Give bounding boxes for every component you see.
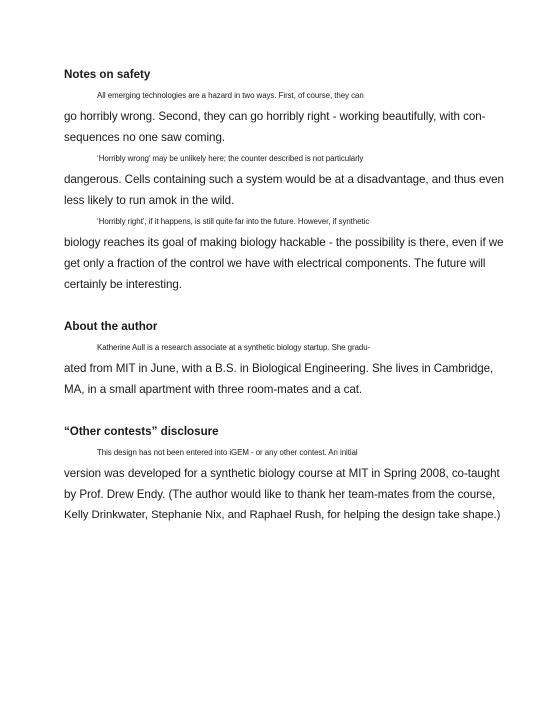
- text-line: sequences no one saw coming.: [64, 131, 226, 144]
- text-line: ‘Horribly wrong’ may be unlikely here; the counter described is not particularly: [97, 154, 364, 163]
- document-page: [64, 64, 504, 526]
- text-line: by Prof. Drew Endy. (The author would like to thank her team-mates from the course,: [64, 488, 496, 501]
- section-spacer: [64, 400, 504, 421]
- paragraph: [64, 211, 504, 295]
- text-line: All emerging technologies are a hazard in two ways. First, of course, they can: [97, 91, 364, 100]
- paragraph: [64, 337, 504, 400]
- section-heading: Notes on safety: [64, 68, 151, 81]
- section-heading: About the author: [64, 320, 158, 333]
- text-line: biology reaches its goal of making biology hackable - the possibility is there, even if we: [64, 236, 504, 249]
- text-line: ated from MIT in June, with a B.S. in Biological Engineering. She lives in Cambridge,: [64, 362, 494, 375]
- text-line: dangerous. Cells containing such a system would be at a disadvantage, and thus even: [64, 173, 504, 186]
- text-line: go horribly wrong. Second, they can go horribly right - working beautifully, with con-: [64, 110, 486, 123]
- section-spacer: [64, 295, 504, 316]
- paragraph: [64, 148, 504, 211]
- text-line: get only a fraction of the control we have with electrical components. The future will: [64, 257, 486, 270]
- text-line: Katherine Aull is a research associate at a synthetic biology startup. She gradu-: [97, 343, 371, 352]
- text-line: version was developed for a synthetic biology course at MIT in Spring 2008, co-taught: [64, 467, 500, 480]
- text-line: less likely to run amok in the wild.: [64, 194, 235, 207]
- section-heading: “Other contests” disclosure: [64, 425, 219, 438]
- paragraph: [64, 85, 504, 148]
- text-line: ‘Horribly right’, if it happens, is still quite far into the future. However, if synthetic: [97, 217, 370, 226]
- section-other-contests-disclosure: [64, 421, 504, 526]
- text-line: Kelly Drinkwater, Stephanie Nix, and Raphael Rush, for helping the design take shape.): [64, 509, 501, 521]
- section-about-the-author: [64, 316, 504, 400]
- text-line: certainly be interesting.: [64, 278, 182, 291]
- text-line: MA, in a small apartment with three room-mates and a cat.: [64, 383, 363, 396]
- text-line: This design has not been entered into iGEM - or any other contest. An initial: [97, 448, 358, 457]
- paragraph: [64, 442, 504, 526]
- section-notes-on-safety: [64, 64, 504, 295]
